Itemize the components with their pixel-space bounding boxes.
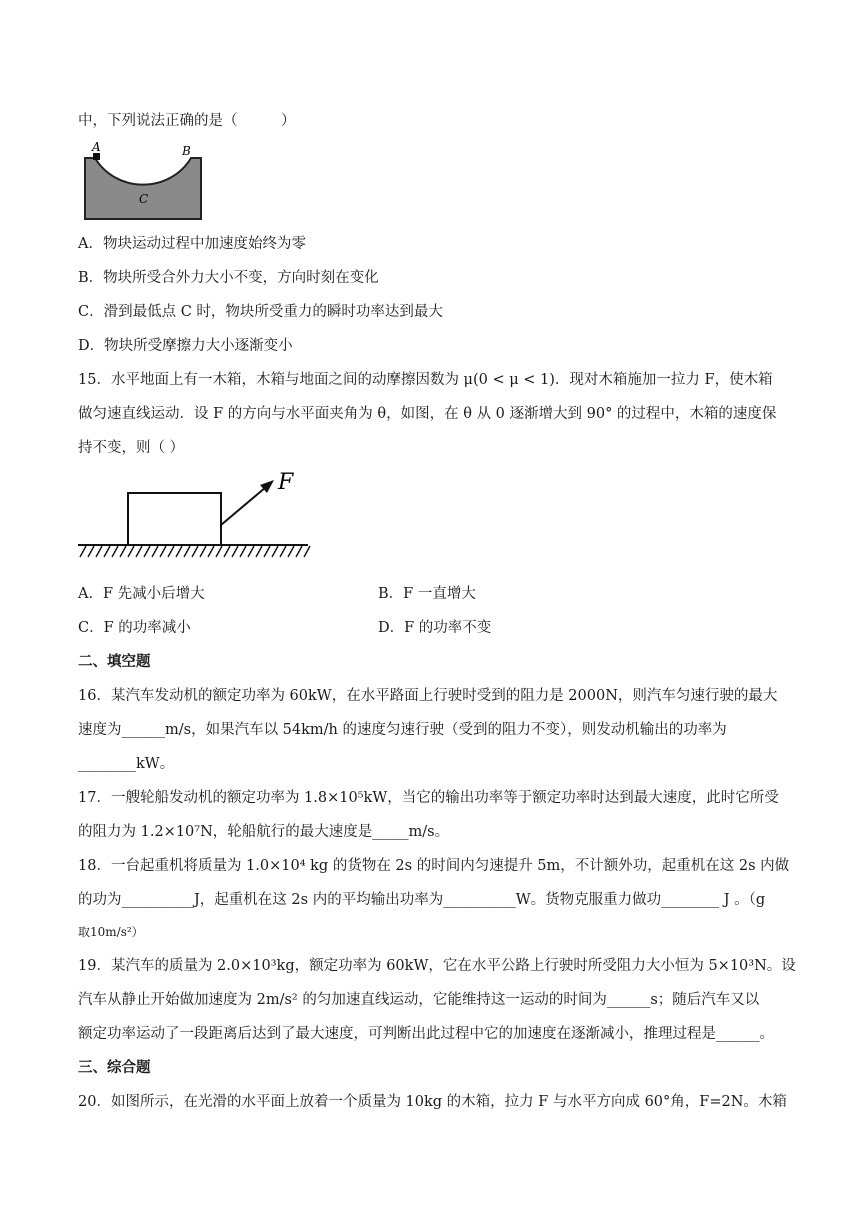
- q19-line-1: 19．某汽车的质量为 2.0×10³kg，额定功率为 60kW，它在水平公路上行驶时所受阻力大小恒为 5×10³N。设: [78, 958, 796, 974]
- q15-option-c: C．F 的功率减小: [78, 620, 191, 636]
- force-arrow: [221, 487, 266, 525]
- fig14-label-b: B: [182, 144, 191, 158]
- q15-line-2: 做匀速直线运动．设 F 的方向与水平面夹角为 θ，如图，在 θ 从 0 逐渐增大到 90° 的过程中，木箱的速度保: [78, 406, 777, 422]
- ground-hatching: [80, 546, 310, 557]
- fig14-label-c: C: [139, 192, 149, 206]
- box-force-figure: [76, 465, 316, 560]
- block-at-a: [93, 153, 100, 160]
- q17-line-1: 17．一艘轮船发动机的额定功率为 1.8×10⁵kW，当它的输出功率等于额定功率时达到最大速度，此时它所受: [78, 790, 779, 806]
- q14-option-d: D．物块所受摩擦力大小逐渐变小: [78, 338, 293, 354]
- fig14-label-a: A: [92, 140, 101, 154]
- halfpipe-figure: [80, 138, 210, 226]
- q18-line-3: 取10m/s²）: [78, 925, 144, 939]
- q14-option-b: B．物块所受合外力大小不变，方向时刻在变化: [78, 270, 379, 286]
- q15-option-b: B．F 一直增大: [378, 586, 476, 602]
- q15-line-1: 15．水平地面上有一木箱，木箱与地面之间的动摩擦因数为 μ(0 < μ < 1)．现对木箱施加一拉力 F，使木箱: [78, 372, 773, 388]
- q15-option-d: D．F 的功率不变: [378, 620, 492, 636]
- q18-line-1: 18．一台起重机将质量为 1.0×10⁴ kg 的货物在 2s 的时间内匀速提升 5m，不计额外功，起重机在这 2s 内做: [78, 858, 790, 874]
- q15-option-a: A．F 先减小后增大: [78, 586, 205, 602]
- q18-line-2: 的功为__________J，起重机在这 2s 内的平均输出功率为__________W。货物克服重力做功________ J 。（g: [78, 892, 766, 908]
- q16-line-2: 速度为______m/s，如果汽车以 54km/h 的速度匀速行驶（受到的阻力不变），则发动机输出的功率为: [78, 722, 727, 738]
- question-14-intro: 中，下列说法正确的是（ ）: [78, 113, 296, 129]
- q20-line-1: 20．如图所示，在光滑的水平面上放着一个质量为 10kg 的木箱，拉力 F 与水平方向成 60°角，F=2N。木箱: [78, 1094, 787, 1110]
- section-heading-fill-in: 二、填空题: [78, 654, 151, 670]
- q19-line-2: 汽车从静止开始做加速度为 2m/s² 的匀加速直线运动，它能维持这一运动的时间为______s；随后汽车又以: [78, 992, 760, 1008]
- wooden-box: [128, 493, 221, 545]
- force-label: F: [278, 470, 294, 495]
- q15-line-3: 持不变，则（ ）: [78, 440, 185, 456]
- q14-option-c: C．滑到最低点 C 时，物块所受重力的瞬时功率达到最大: [78, 304, 443, 320]
- q14-option-a: A．物块运动过程中加速度始终为零: [78, 236, 306, 252]
- q17-line-2: 的阻力为 1.2×10⁷N，轮船航行的最大速度是_____m/s。: [78, 824, 450, 840]
- q19-line-3: 额定功率运动了一段距离后达到了最大速度，可判断出此过程中它的加速度在逐渐减小，推理过程是______。: [78, 1026, 774, 1042]
- section-heading-comprehensive: 三、综合题: [78, 1060, 151, 1076]
- q16-line-3: ________kW。: [78, 756, 175, 772]
- q16-line-1: 16．某汽车发动机的额定功率为 60kW，在水平路面上行驶时受到的阻力是 2000N，则汽车匀速行驶的最大: [78, 688, 778, 704]
